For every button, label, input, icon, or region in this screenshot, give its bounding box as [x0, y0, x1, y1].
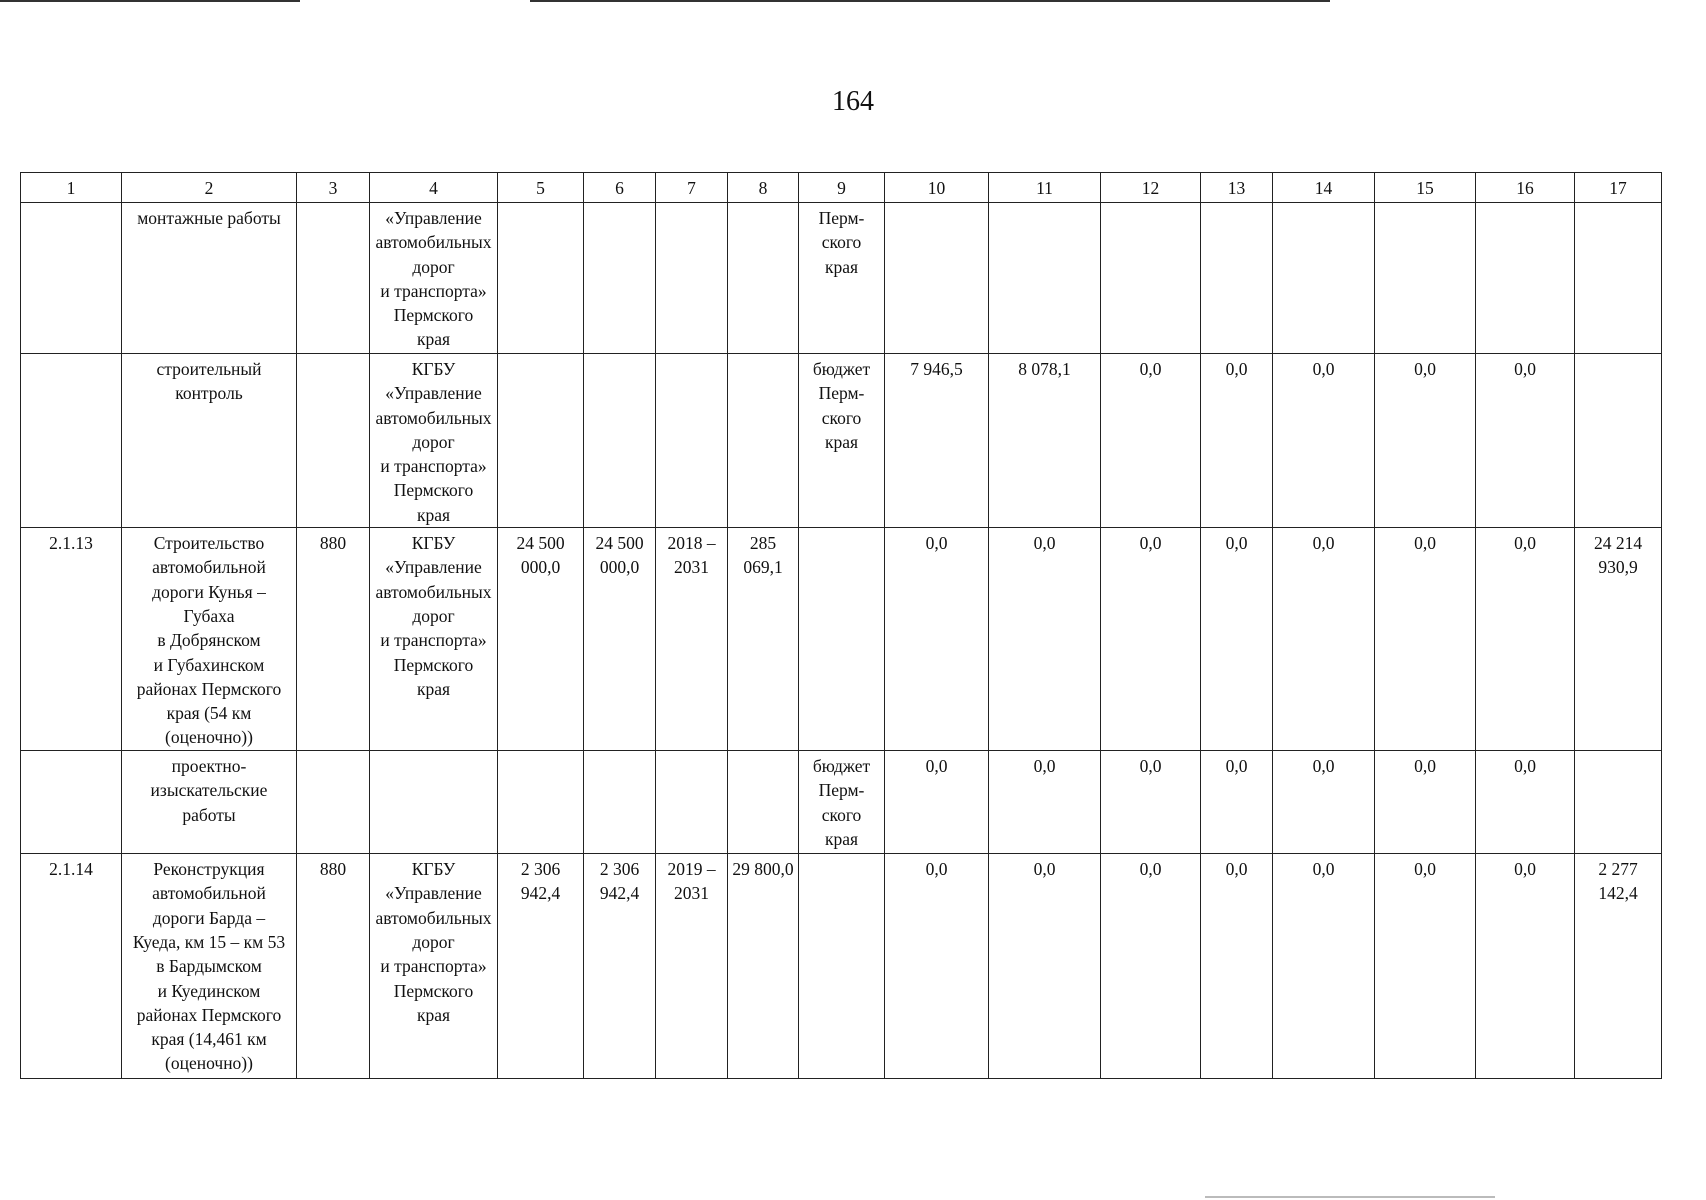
cell-line: 000,0	[520, 557, 561, 578]
cell-col-14: 0,0	[1273, 354, 1375, 528]
cell-col-12	[1101, 203, 1201, 354]
table-row	[21, 854, 1662, 1079]
cell-line: КГБУ	[411, 359, 456, 379]
cell-col-10: 0,0	[885, 751, 989, 854]
cell-line: 2 277	[1598, 859, 1638, 880]
cell-col-8	[728, 354, 799, 528]
column-number: 1	[21, 173, 122, 203]
cell-col-16: 0,0	[1476, 354, 1575, 528]
cell-line: ского	[821, 232, 862, 253]
cell-line: Пермского	[393, 480, 474, 501]
column-number: 6	[584, 173, 656, 203]
cell-col-8	[728, 854, 799, 1079]
cell-col-3	[297, 354, 370, 528]
column-number-row	[21, 173, 1662, 203]
cell-col-3	[297, 203, 370, 354]
cell-line: автомобильной	[152, 883, 266, 904]
cell-line: Куеда, км 15 – км 53	[132, 931, 286, 952]
column-number: 8	[728, 173, 799, 203]
cell-col-7	[656, 854, 728, 1079]
cell-col-4	[370, 528, 498, 751]
cell-col-12: 0,0	[1101, 528, 1201, 751]
table-row	[21, 751, 1662, 854]
cell-line: строительный	[156, 359, 262, 379]
cell-line: 942,4	[599, 883, 640, 904]
cell-col-1: 2.1.14	[21, 854, 122, 1079]
cell-line: автомобильных	[375, 232, 492, 253]
cell-line: изыскательские	[150, 780, 268, 801]
cell-col-10: 0,0	[885, 854, 989, 1079]
cell-line: «Управление	[385, 557, 482, 578]
cell-line: Перм-	[818, 383, 865, 404]
cell-line: (оценочно))	[165, 1053, 253, 1074]
cell-col-16: 0,0	[1476, 528, 1575, 751]
page-number: 164	[832, 86, 874, 117]
cell-col-9	[799, 854, 885, 1079]
cell-line: края	[416, 329, 451, 350]
cell-col-12: 0,0	[1101, 854, 1201, 1079]
cell-line: 29 800,0	[732, 859, 794, 880]
cell-col-1	[21, 354, 122, 528]
column-number: 3	[297, 173, 370, 203]
cell-line: и Губахинском	[153, 654, 265, 675]
cell-line: «Управление	[385, 383, 482, 404]
cell-line: края	[416, 678, 451, 699]
cell-line: Губаха	[183, 605, 235, 626]
cell-col-6	[584, 203, 656, 354]
cell-line: монтажные работы	[137, 208, 281, 228]
cell-line: края	[824, 828, 859, 849]
cell-col-9	[799, 203, 885, 354]
cell-col-4	[370, 354, 498, 528]
cell-col-11: 0,0	[989, 528, 1101, 751]
cell-col-11	[989, 203, 1101, 354]
cell-line: и транспорта»	[380, 956, 487, 977]
cell-col-3: 880	[297, 854, 370, 1079]
cell-col-11: 0,0	[989, 751, 1101, 854]
cell-line: автомобильных	[375, 407, 492, 428]
cell-col-5	[498, 203, 584, 354]
column-number: 13	[1201, 173, 1273, 203]
cell-col-8	[728, 203, 799, 354]
cell-line: Перм-	[818, 780, 865, 801]
cell-line: бюджет	[812, 756, 871, 777]
cell-col-17	[1575, 751, 1662, 854]
cell-line: ского	[821, 804, 862, 825]
cell-line: 24 214	[1593, 533, 1643, 554]
cell-line: автомобильной	[152, 557, 266, 578]
column-number: 15	[1375, 173, 1476, 203]
cell-line: дорог	[412, 605, 455, 626]
cell-line: районах Пермского	[136, 1004, 282, 1025]
column-number: 14	[1273, 173, 1375, 203]
table-row	[21, 528, 1662, 751]
cell-col-7	[656, 751, 728, 854]
table-row	[21, 203, 1662, 354]
cell-col-8	[728, 751, 799, 854]
cell-line: дорог	[412, 431, 455, 452]
column-number: 12	[1101, 173, 1201, 203]
cell-line: края	[416, 1004, 451, 1025]
cell-line: автомобильных	[375, 907, 492, 928]
cell-col-8	[728, 528, 799, 751]
cell-col-7	[656, 354, 728, 528]
cell-col-7	[656, 528, 728, 751]
cell-col-16: 0,0	[1476, 854, 1575, 1079]
cell-col-9	[799, 528, 885, 751]
cell-line: и транспорта»	[380, 456, 487, 477]
cell-col-2	[122, 528, 297, 751]
cell-col-13: 0,0	[1201, 354, 1273, 528]
cell-line: «Управление	[385, 208, 482, 228]
cell-line: 24 500	[516, 533, 565, 554]
cell-col-13: 0,0	[1201, 854, 1273, 1079]
column-number: 11	[989, 173, 1101, 203]
cell-line: 2 306	[520, 859, 561, 880]
cell-col-10	[885, 203, 989, 354]
cell-line: в Бардымском	[156, 956, 262, 977]
cell-col-5	[498, 354, 584, 528]
cell-col-5	[498, 751, 584, 854]
cell-line: края	[824, 256, 859, 277]
cell-line: и транспорта»	[380, 630, 487, 651]
cell-col-15: 0,0	[1375, 751, 1476, 854]
cell-col-4	[370, 203, 498, 354]
cell-col-14: 0,0	[1273, 751, 1375, 854]
cell-line: края (14,461 км	[151, 1029, 267, 1050]
cell-line: 942,4	[520, 883, 561, 904]
cell-col-1	[21, 203, 122, 354]
cell-col-15: 0,0	[1375, 354, 1476, 528]
cell-line: контроль	[175, 383, 243, 404]
cell-col-17	[1575, 203, 1662, 354]
cell-line: 069,1	[743, 557, 783, 578]
column-number: 10	[885, 173, 989, 203]
cell-col-4	[370, 751, 498, 854]
cell-line: Реконструкция	[153, 859, 265, 880]
cell-col-3: 880	[297, 528, 370, 751]
cell-line: 2019 –	[667, 859, 716, 880]
cell-col-9	[799, 354, 885, 528]
cell-col-5	[498, 528, 584, 751]
cell-line: 2018 –	[667, 533, 716, 554]
cell-line: 285	[749, 533, 777, 554]
cell-col-6	[584, 854, 656, 1079]
cell-col-4	[370, 854, 498, 1079]
cell-line: (оценочно))	[165, 727, 253, 748]
cell-line: «Управление	[385, 883, 482, 904]
column-number: 5	[498, 173, 584, 203]
cell-line: 000,0	[599, 557, 640, 578]
cell-line: КГБУ	[411, 859, 456, 880]
cell-col-14	[1273, 203, 1375, 354]
cell-col-9	[799, 751, 885, 854]
cell-col-6	[584, 354, 656, 528]
cell-col-14: 0,0	[1273, 854, 1375, 1079]
cell-line: дорог	[412, 256, 455, 277]
column-number: 7	[656, 173, 728, 203]
cell-col-2	[122, 203, 297, 354]
cell-line: и транспорта»	[380, 280, 487, 301]
cell-col-13: 0,0	[1201, 751, 1273, 854]
cell-line: края (54 км	[166, 703, 252, 724]
cell-col-2	[122, 751, 297, 854]
cell-line: и Куединском	[157, 980, 261, 1001]
cell-line: Пермского	[393, 305, 474, 326]
cell-line: проектно-	[171, 756, 247, 777]
cell-line: Пермского	[393, 980, 474, 1001]
cell-col-10: 7 946,5	[885, 354, 989, 528]
cell-col-12: 0,0	[1101, 751, 1201, 854]
budget-table	[20, 172, 1662, 1079]
cell-col-13: 0,0	[1201, 528, 1273, 751]
cell-line: работы	[182, 804, 236, 825]
column-number: 16	[1476, 173, 1575, 203]
cell-col-16	[1476, 203, 1575, 354]
cell-line: 930,9	[1598, 557, 1638, 578]
cell-col-1: 2.1.13	[21, 528, 122, 751]
cell-line: Пермского	[393, 654, 474, 675]
cell-col-2	[122, 854, 297, 1079]
cell-col-10: 0,0	[885, 528, 989, 751]
cell-col-15: 0,0	[1375, 528, 1476, 751]
cell-line: дороги Барда –	[152, 907, 266, 928]
cell-col-17	[1575, 354, 1662, 528]
cell-line: дорог	[412, 931, 455, 952]
cell-col-11: 0,0	[989, 854, 1101, 1079]
cell-line: 142,4	[1598, 883, 1638, 904]
cell-line: в Добрянском	[157, 630, 261, 651]
cell-col-6	[584, 751, 656, 854]
cell-col-16: 0,0	[1476, 751, 1575, 854]
cell-col-13	[1201, 203, 1273, 354]
cell-line: Строительство	[153, 533, 265, 554]
cell-line: КГБУ	[411, 533, 456, 554]
cell-line: края	[824, 431, 859, 452]
cell-col-17	[1575, 528, 1662, 751]
cell-line: бюджет	[812, 359, 871, 379]
column-number: 4	[370, 173, 498, 203]
cell-col-14: 0,0	[1273, 528, 1375, 751]
cell-line: 2031	[674, 883, 709, 904]
cell-line: ского	[821, 407, 862, 428]
cell-col-1	[21, 751, 122, 854]
scan-edge-mark	[0, 0, 300, 2]
cell-line: районах Пермского	[136, 678, 282, 699]
cell-col-2	[122, 354, 297, 528]
cell-col-15	[1375, 203, 1476, 354]
cell-col-5	[498, 854, 584, 1079]
table-row	[21, 354, 1662, 528]
column-number: 9	[799, 173, 885, 203]
cell-line: 24 500	[595, 533, 644, 554]
cell-col-7	[656, 203, 728, 354]
column-number: 2	[122, 173, 297, 203]
cell-col-11: 8 078,1	[989, 354, 1101, 528]
cell-col-3	[297, 751, 370, 854]
cell-line: 2 306	[599, 859, 640, 880]
cell-line: края	[416, 504, 451, 525]
cell-line: дороги Кунья –	[152, 581, 266, 602]
scan-edge-mark	[1205, 1196, 1495, 1198]
column-number: 17	[1575, 173, 1662, 203]
cell-col-17	[1575, 854, 1662, 1079]
scan-edge-mark	[530, 0, 1330, 2]
cell-col-12: 0,0	[1101, 354, 1201, 528]
cell-line: Перм-	[818, 208, 865, 228]
cell-col-6	[584, 528, 656, 751]
cell-col-15: 0,0	[1375, 854, 1476, 1079]
cell-line: 2031	[674, 557, 709, 578]
cell-line: автомобильных	[375, 581, 492, 602]
